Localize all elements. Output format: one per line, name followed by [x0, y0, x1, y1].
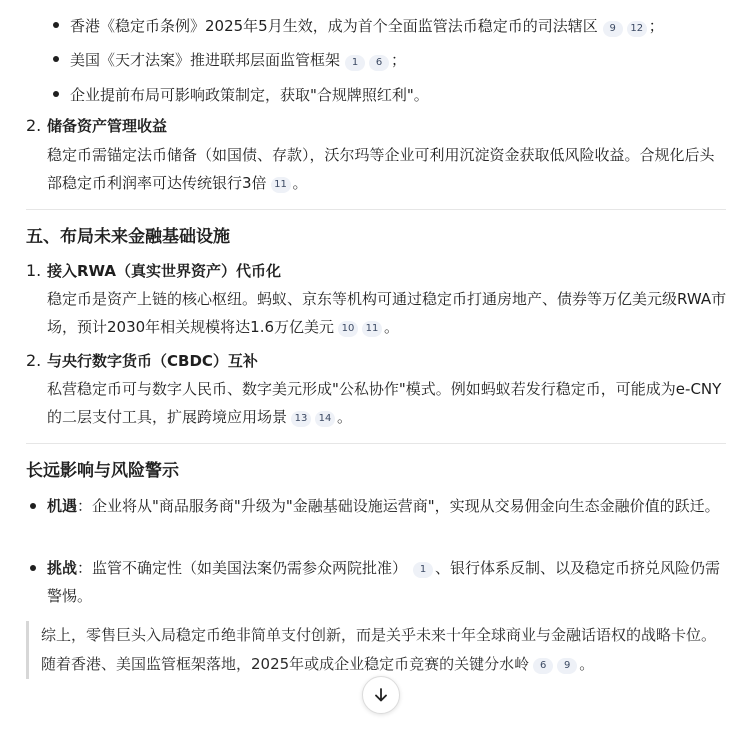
- bullet-dot: [30, 565, 36, 571]
- item-title: 储备资产管理收益: [47, 117, 168, 135]
- list-item-tail: ；: [391, 51, 407, 69]
- citation-badge[interactable]: 6: [369, 55, 389, 71]
- citation-badge[interactable]: 1: [413, 562, 433, 578]
- list-item: [53, 12, 664, 40]
- citation-badge[interactable]: 6: [533, 658, 553, 674]
- citation-badge[interactable]: 9: [603, 21, 623, 37]
- divider: [26, 209, 726, 210]
- numbered-item-title: [26, 259, 281, 283]
- citation-badge[interactable]: 11: [362, 321, 382, 337]
- bullet-dot: [53, 91, 59, 97]
- list-item-text: [47, 492, 726, 520]
- citation-badge[interactable]: 13: [291, 411, 311, 427]
- numbered-item-title: [26, 349, 258, 373]
- item-title: 与央行数字货币（CBDC）互补: [47, 352, 258, 370]
- bullet-dot: [53, 56, 59, 62]
- citation-badge[interactable]: 9: [557, 658, 577, 674]
- citation-badge[interactable]: 10: [338, 321, 358, 337]
- quote-tail: 。: [579, 655, 595, 673]
- list-item: [53, 81, 429, 109]
- item-number: 1.: [26, 261, 42, 280]
- summary-blockquote: [26, 621, 726, 679]
- list-item-tail: 、银行体系反制、以及稳定币挤兑风险仍需警惕。: [47, 559, 721, 605]
- item-body: [47, 375, 727, 431]
- item-body: [47, 285, 727, 341]
- numbered-item-title: [26, 114, 167, 138]
- list-item-value: 企业将从"商品服务商"升级为"金融基础设施运营商"，实现从交易佣金向生态金融价值的跃迁。: [92, 497, 720, 515]
- list-item-text: 美国《天才法案》推进联邦层面监管框架: [70, 51, 341, 69]
- list-item-separator: ：: [77, 497, 93, 515]
- item-body-tail: 。: [292, 174, 308, 192]
- list-item-text: 企业提前布局可影响政策制定，获取"合规牌照红利"。: [70, 86, 429, 104]
- list-item-key: 挑战: [47, 559, 78, 577]
- item-body-text: 稳定币需锚定法币储备（如国债、存款），沃尔玛等企业可利用沉淀资金获取低风险收益。合规化后头部稳定币利润率可达传统银行3倍: [47, 146, 715, 192]
- item-title: 接入RWA（真实世界资产）代币化: [47, 262, 282, 280]
- list-item-tail: ；: [648, 17, 664, 35]
- list-item-text: [47, 554, 726, 610]
- list-item-key: 机遇: [47, 497, 78, 515]
- list-item-separator: ：: [77, 559, 93, 577]
- citation-badge[interactable]: 11: [271, 177, 291, 193]
- item-body-text: 稳定币是资产上链的核心枢纽。蚂蚁、京东等机构可通过稳定币打通房地产、债券等万亿美元级RWA市场，预计2030年相关规模将达1.6万亿美元: [47, 290, 727, 336]
- citation-badge[interactable]: 14: [315, 411, 335, 427]
- scroll-to-bottom-button[interactable]: [362, 676, 400, 714]
- citation-badge[interactable]: 12: [627, 21, 647, 37]
- item-number: 2.: [26, 116, 42, 135]
- list-item: [53, 46, 406, 74]
- arrow-down-icon: [372, 686, 390, 704]
- list-item-text: 香港《稳定币条例》2025年5月生效，成为首个全面监管法币稳定币的司法辖区: [70, 17, 598, 35]
- item-body: [47, 141, 727, 197]
- divider: [26, 443, 726, 444]
- section-heading: 长远影响与风险警示: [26, 461, 179, 481]
- item-body-tail: 。: [337, 408, 353, 426]
- bullet-dot: [53, 22, 59, 28]
- bullet-dot: [30, 503, 36, 509]
- citation-badge[interactable]: 1: [345, 55, 365, 71]
- section-heading: 五、布局未来金融基础设施: [26, 227, 230, 247]
- quote-text: 综上，零售巨头入局稳定币绝非简单支付创新，而是关乎未来十年全球商业与金融话语权的战略卡位。随着香港、美国监管框架落地，2025年或成企业稳定币竞赛的关键分水岭: [41, 626, 717, 673]
- item-body-tail: 。: [384, 318, 400, 336]
- item-number: 2.: [26, 351, 42, 370]
- item-body-text: 私营稳定币可与数字人民币、数字美元形成"公私协作"模式。例如蚂蚁若发行稳定币，可能成为e-CNY的二层支付工具，扩展跨境应用场景: [47, 380, 722, 426]
- list-item: [30, 492, 726, 520]
- list-item: [30, 554, 726, 610]
- list-item-value: 监管不确定性（如美国法案仍需参众两院批准）: [92, 559, 408, 577]
